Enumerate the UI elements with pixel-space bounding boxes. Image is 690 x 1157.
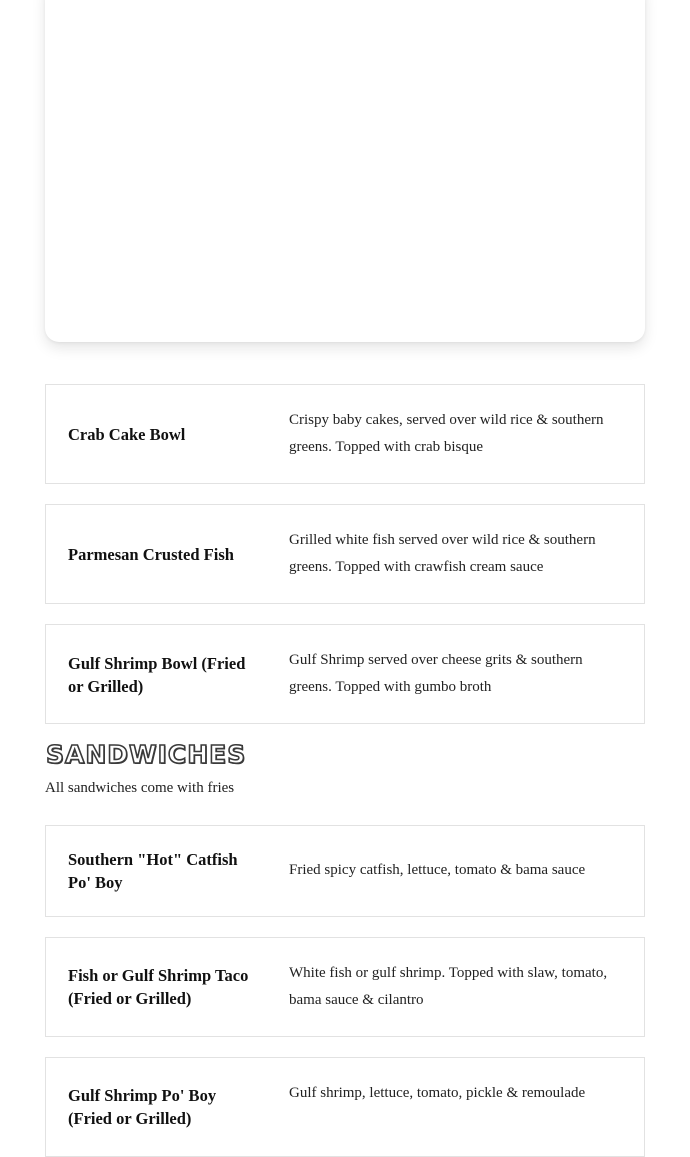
menu-item-description: Fried spicy catfish, lettuce, tomato & bama sauce [289, 862, 586, 878]
menu-item-description: White fish or gulf shrimp. Topped with slaw, tomato, bama sauce & cilantro [289, 965, 608, 1008]
section-subtitle: All sandwiches come with fries [45, 780, 235, 796]
menu-item-gulf-shrimp-po-boy [45, 1057, 645, 1157]
menu-item-parmesan-crusted-fish [45, 504, 645, 604]
menu-item-description: Crispy baby cakes, served over wild rice & southern greens. Topped with crab bisque [289, 412, 604, 455]
menu-item-crab-cake-bowl [45, 384, 645, 484]
menu-item-description: Grilled white fish served over wild rice & southern greens. Topped with crawfish cream sauce [289, 532, 596, 575]
menu-item-description: Gulf Shrimp served over cheese grits & southern greens. Topped with gumbo broth [289, 652, 583, 695]
menu-item-southern-hot-catfish-po-boy [45, 825, 645, 917]
menu-item-name: Gulf Shrimp Po' Boy (Fried or Grilled) [68, 1086, 217, 1128]
menu-item-fish-or-gulf-shrimp-taco [45, 937, 645, 1037]
menu-item-description: Gulf shrimp, lettuce, tomato, pickle & remoulade [289, 1085, 586, 1101]
menu-item-name: Gulf Shrimp Bowl (Fried or Grilled) [68, 654, 246, 696]
menu-item-name: Crab Cake Bowl [68, 425, 186, 444]
menu-item-name: Parmesan Crusted Fish [68, 545, 234, 564]
menu-item-gulf-shrimp-bowl [45, 624, 645, 724]
menu-item-name: Fish or Gulf Shrimp Taco (Fried or Grilled) [68, 966, 249, 1008]
section-title-sandwiches: SANDWICHES [46, 740, 247, 769]
menu-item-name: Southern "Hot" Catfish Po' Boy [68, 850, 238, 892]
menu-image-card [45, 0, 645, 342]
